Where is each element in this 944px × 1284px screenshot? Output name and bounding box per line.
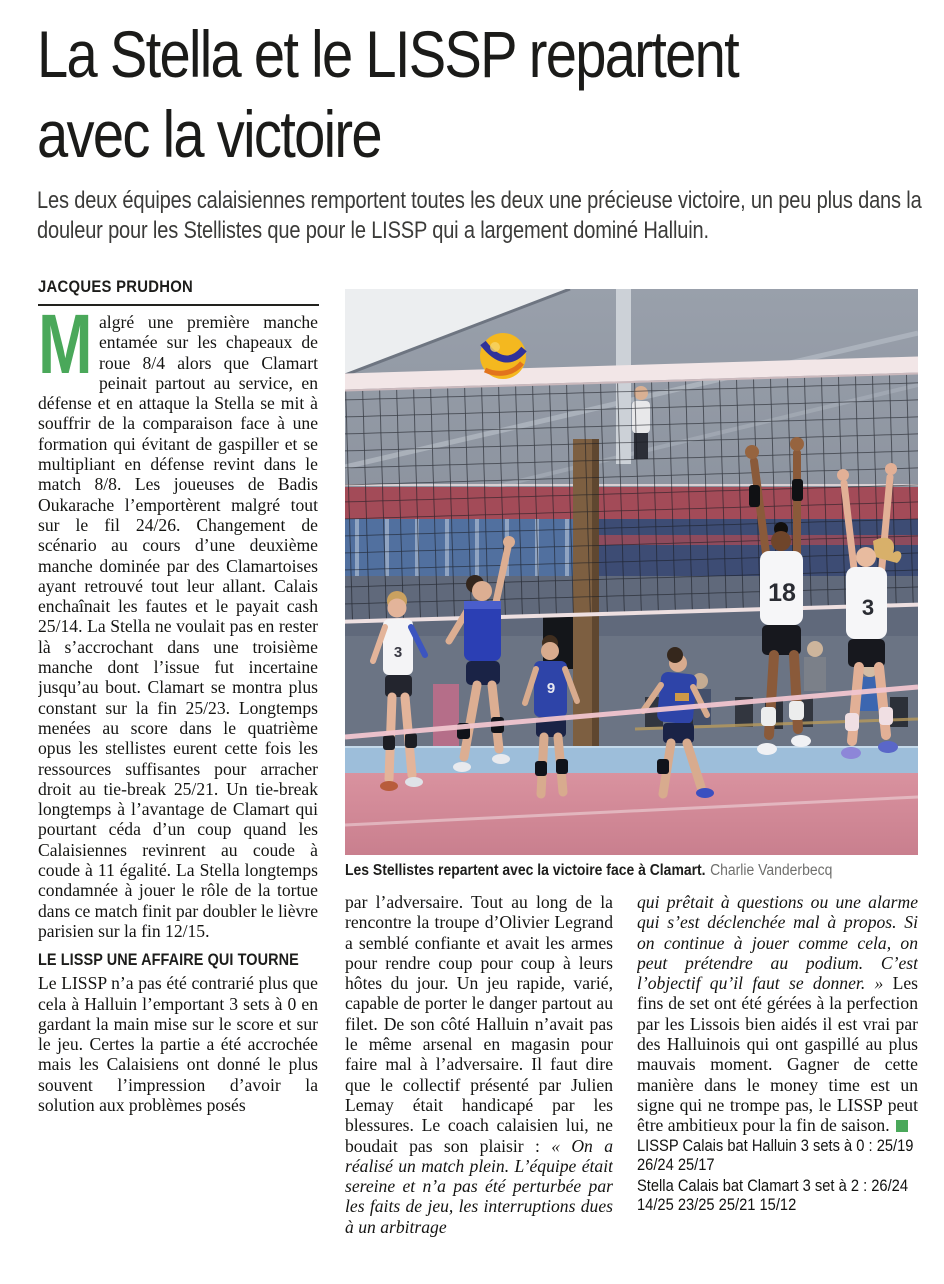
photo-caption-text: Les Stellistes repartent avec la victoire face à Clamart. bbox=[345, 862, 706, 879]
byline-rule bbox=[38, 304, 319, 306]
byline: JACQUES PRUDHON bbox=[38, 278, 194, 296]
photo-credit: Charlie Vanderbecq bbox=[710, 862, 833, 879]
jersey-number-3: 3 bbox=[861, 595, 875, 620]
coach-quote-part-1: « On a réalisé un match plein. L’équipe était sereine et n’a pas été perturbée par les faits de jeu, les interruptions dues à un arbitrage bbox=[345, 1135, 613, 1237]
jersey-number-9: 9 bbox=[546, 680, 556, 697]
photo-caption bbox=[345, 861, 918, 880]
paragraph-3-text: par l’adversaire. Tout au long de la rencontre la troupe d’Olivier Legrand a semblé confiante et avait les armes pour rendre coup pour coup à leurs hôtes du jour. Un jeu rapide, varié, capable de porter le danger partout au filet. De son côté Halluin n’avait pas le même arsenal en magasin pour faire mal à l’adversaire. Il faut dire que le collectif présenté par Julien Lemay était handicapé par les blessures. Le coach calaisien lui, ne boudait pas son plaisir : bbox=[345, 892, 613, 1156]
paragraph-1 bbox=[38, 312, 318, 941]
match-photo bbox=[345, 289, 918, 855]
section-subhead: LE LISSP UNE AFFAIRE QUI TOURNE bbox=[38, 950, 299, 970]
headline: La Stella et le LISSP repartent avec la victoire bbox=[37, 17, 738, 171]
article-column-2 bbox=[345, 892, 613, 1284]
jersey-number-18: 18 bbox=[768, 579, 796, 607]
paragraph-4 bbox=[637, 892, 918, 1136]
volleyball-icon bbox=[480, 333, 526, 379]
article-column-1 bbox=[38, 312, 318, 1284]
paragraph-1-text: algré une première manche entamée sur les chapeaux de roue 8/4 alors que Clamart peinait partout au service, en défense et en attaque la Stella se mit à souffrir de la comparaison face à une formation qui évitant de gaspiller et se multipliant en défense revint dans le match 8/8. Les joueuses de Badis Oukarache l’emportèrent malgré tout sur le fil 24/26. Changement de scénario au cours d’une deuxième manche dominée par des Clamartoises ayant retrouvé tout leur allant. Calais enchaînait les fautes et le payait cash 25/14. La Stella ne voulait pas en rester là s’accrochant dans une troisième manche dont l’issue fut incertaine jusqu’au bout. Clamart se montra plus constant sur la fin 25/23. Longtemps menées au score dans le quatrième opus les stellistes eurent cette fois les ressources suffisantes pour arracher droit au tie-break 25/21. Un tie-break longtemps à l’avantage de Clamart qui pourtant céda d’un coup quand les Calaisiennes revinrent au coude à coude à 11 égalité. La Stella longtemps condamnée à jouer le rôle de la tortue dans ce match finit par doubler le lièvre parisien sur la fin 12/15. bbox=[38, 312, 318, 941]
court-floor bbox=[345, 747, 918, 855]
paragraph-2: Le LISSP n’a pas été contrarié plus que cela à Halluin l’emportant 3 sets à 0 en gardant la main mise sur le score et sur le jeu. Certes la partie a été accrochée mais les Calaisiens ont donné le plus souvent l’impression d’avoir la solution aux problèmes posés bbox=[38, 973, 318, 1115]
jersey-number-3-left: 3 bbox=[393, 644, 403, 661]
coach-quote-part-2: qui prêtait à questions ou une alarme qui s’est déclenchée mal à propos. Si on continue à jouer comme cela, on peut prétendre au podium. C’est l’objectif qu’il faut se donner. » bbox=[637, 892, 918, 994]
match-result-lissp: LISSP Calais bat Halluin 3 sets à 0 : 25/19 26/24 25/17 bbox=[637, 1136, 914, 1175]
paragraph-4-text: Les fins de set ont été gérées à la perfection par les Lissois bien aidés il est vrai par des Halluinois qui ont gaspillé au plus mauvais moment. Gagner de cette manière dans le money time est un signe qui ne trompe pas, le LISSP peut être ambitieux pour la fin de saison. bbox=[637, 973, 918, 1136]
net-mesh bbox=[345, 372, 918, 622]
article-column-3 bbox=[637, 892, 918, 1284]
match-photo-illustration bbox=[345, 289, 918, 855]
volleyball-net bbox=[345, 356, 918, 622]
paragraph-3 bbox=[345, 892, 613, 1237]
match-result-stella: Stella Calais bat Clamart 3 set à 2 : 26/24 14/25 23/25 25/21 15/12 bbox=[637, 1176, 909, 1215]
end-of-article-marker bbox=[896, 1120, 908, 1132]
drop-cap: M bbox=[38, 312, 93, 391]
standfirst: Les deux équipes calaisiennes remportent toutes les deux une précieuse victoire, un peu plus dans la douleur pour les Stellistes que pour le LISSP qui a largement dominé Halluin. bbox=[37, 187, 922, 244]
